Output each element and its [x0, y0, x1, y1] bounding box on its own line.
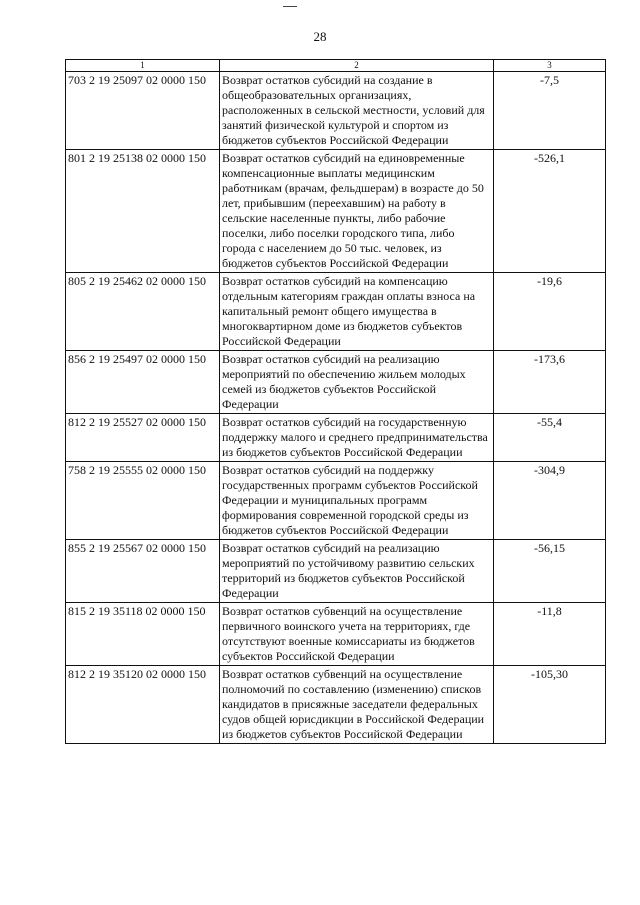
- table-row: [66, 351, 606, 414]
- row-code: 812 2 19 35120 02 0000 150: [66, 666, 220, 744]
- row-code: 812 2 19 25527 02 0000 150: [66, 414, 220, 462]
- row-description: Возврат остатков субвенций на осуществление первичного воинского учета на территориях, где отсутствуют военные комиссариаты из бюджетов субъектов Российской Федерации: [220, 603, 494, 666]
- table-body: [66, 72, 606, 744]
- row-amount: -304,9: [494, 462, 606, 540]
- row-description: Возврат остатков субсидий на государственную поддержку малого и среднего предпринимательства из бюджетов субъектов Российской Федерации: [220, 414, 494, 462]
- row-amount: -105,30: [494, 666, 606, 744]
- table-row: [66, 414, 606, 462]
- row-code: 758 2 19 25555 02 0000 150: [66, 462, 220, 540]
- row-code: 815 2 19 35118 02 0000 150: [66, 603, 220, 666]
- column-header-1: 1: [66, 60, 220, 72]
- table-row: [66, 603, 606, 666]
- row-description: Возврат остатков субвенций на осуществление полномочий по составлению (изменению) списков кандидатов в присяжные заседатели федеральных судов общей юрисдикции в Российской Федерации из бюджетов субъектов Российской Федерации: [220, 666, 494, 744]
- table-row: [66, 273, 606, 351]
- table-row: [66, 666, 606, 744]
- row-description: Возврат остатков субсидий на реализацию мероприятий по устойчивому развитию сельских территорий из бюджетов субъектов Российской Федерации: [220, 540, 494, 603]
- scan-mark: [283, 6, 297, 7]
- budget-table: [65, 59, 606, 744]
- row-amount: -526,1: [494, 150, 606, 273]
- row-code: 855 2 19 25567 02 0000 150: [66, 540, 220, 603]
- page-number: 28: [313, 29, 327, 44]
- table-row: [66, 150, 606, 273]
- row-amount: -19,6: [494, 273, 606, 351]
- row-amount: -173,6: [494, 351, 606, 414]
- row-amount: -11,8: [494, 603, 606, 666]
- row-code: 856 2 19 25497 02 0000 150: [66, 351, 220, 414]
- row-amount: -7,5: [494, 72, 606, 150]
- table-row: [66, 72, 606, 150]
- row-description: Возврат остатков субсидий на создание в общеобразовательных организациях, расположенных в сельской местности, условий для занятий физической культурой и спортом из бюджетов субъектов Российской Федерации: [220, 72, 494, 150]
- row-description: Возврат остатков субсидий на поддержку государственных программ субъектов Российской Федерации и муниципальных программ формирования современной городской среды из бюджетов субъектов Российской Федерации: [220, 462, 494, 540]
- row-description: Возврат остатков субсидий на реализацию мероприятий по обеспечению жильем молодых семей из бюджетов субъектов Российской Федерации: [220, 351, 494, 414]
- row-amount: -55,4: [494, 414, 606, 462]
- column-header-3: 3: [494, 60, 606, 72]
- column-header-2: 2: [220, 60, 494, 72]
- table-header: [66, 60, 606, 72]
- row-description: Возврат остатков субсидий на единовременные компенсационные выплаты медицинским работникам (врачам, фельдшерам) в возрасте до 50 лет, прибывшим (переехавшим) на работу в сельские населенные пункты, либо рабочие поселки, либо поселки городского типа, либо города с населением до 50 тыс. человек, из бюджетов субъектов Российской Федерации: [220, 150, 494, 273]
- table-row: [66, 462, 606, 540]
- table-row: [66, 540, 606, 603]
- row-description: Возврат остатков субсидий на компенсацию отдельным категориям граждан оплаты взноса на капитальный ремонт общего имущества в многоквартирном доме из бюджетов субъектов Российской Федерации: [220, 273, 494, 351]
- row-code: 801 2 19 25138 02 0000 150: [66, 150, 220, 273]
- row-amount: -56,15: [494, 540, 606, 603]
- row-code: 805 2 19 25462 02 0000 150: [66, 273, 220, 351]
- row-code: 703 2 19 25097 02 0000 150: [66, 72, 220, 150]
